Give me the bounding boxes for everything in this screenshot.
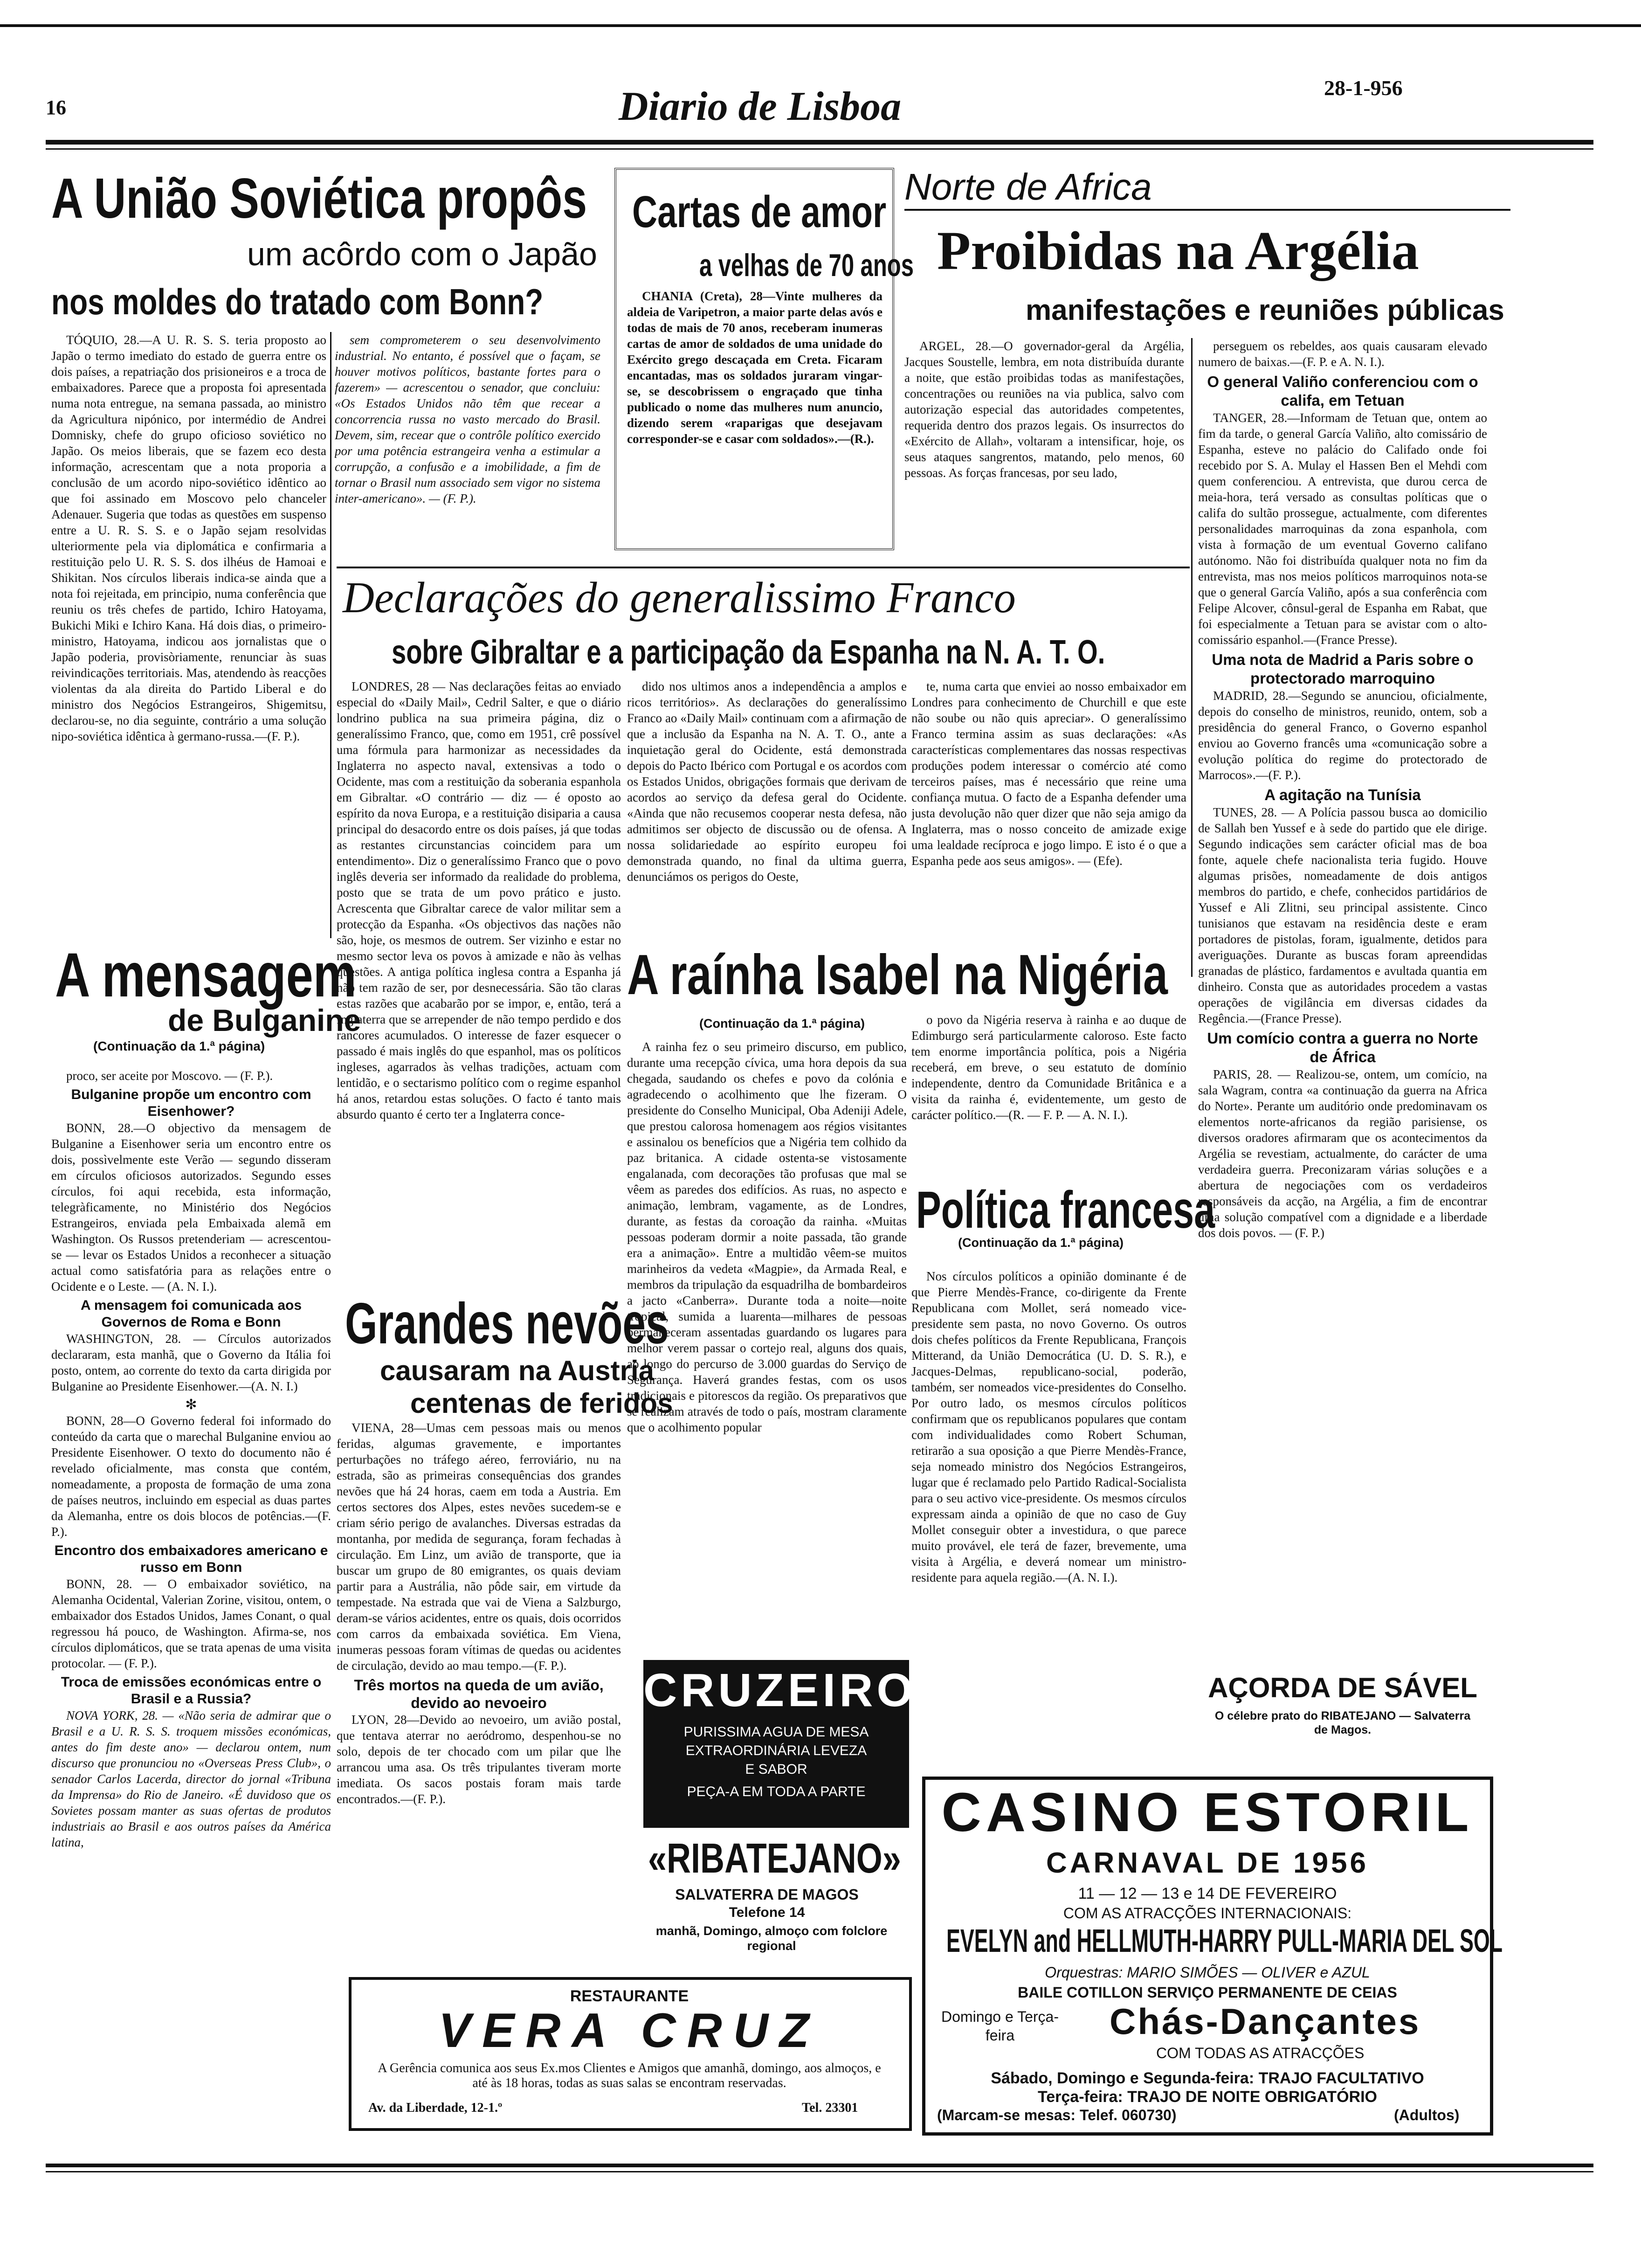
casino-dress-2: Terça-feira: TRAJO DE NOITE OBRIGATÓRIO [1038, 2088, 1377, 2106]
bulganine-continuation: (Continuação da 1.ª página) [93, 1039, 265, 1053]
bulganine-headline: A mensagem [55, 940, 357, 1010]
casino-orchestras: Orquestras: MARIO SIMÕES — OLIVER e AZUL [1045, 1964, 1370, 1981]
separator-star: ✻ [185, 1397, 197, 1412]
isabel-continuation: (Continuação da 1.ª página) [699, 1016, 865, 1030]
bulganine-subheadline: de Bulganine [168, 1003, 361, 1037]
vera-cruz-address: Av. da Liberdade, 12-1.º [368, 2101, 503, 2115]
isabel-headline: A raínha Isabel na Nigéria [627, 943, 1168, 1006]
nevoes-sub: Três mortos na queda de um avião, devido ao nevoeiro [354, 1677, 604, 1711]
cruzeiro-ad [643, 1660, 917, 1828]
cruzeiro-brand: CRUZEIRO [643, 1664, 917, 1716]
savel-title: AÇORDA DE SÁVEL [1208, 1672, 1477, 1703]
cartas-body: CHANIA (Creta), 28—Vinte mulheres da aldeia de Varipetron, a maior parte delas avós e todas de mais de 70 anos, receberam inumeras cartas de amor de soldados de uma unidade do Exército grego descaçada em Creta. Ficaram encantadas, mas os soldados juraram vingar-se, se descobrissem o engraçado que tinha publicado o nome das mulheres num anuncio, dizendo serem «raparigas que desejavam corresponder-se e casar com soldados».—(R.). [627, 289, 883, 446]
vera-cruz-text: A Gerência comunica aos seus Ex.mos Clientes e Amigos que amanhã, domingo, aos almoços, e até às 18 horas, todas as suas salas se encontram reservadas. [378, 2061, 881, 2090]
uniao-subheadline: um acôrdo com o Japão [247, 236, 597, 272]
norte-kicker: Norte de Africa [904, 166, 1152, 207]
cruzeiro-line-2: EXTRAORDINÁRIA LEVEZA [685, 1743, 867, 1758]
top-rule [0, 24, 1641, 27]
column-rule [1191, 338, 1193, 977]
franco-top-rule [337, 567, 1190, 568]
isabel-column-2: o povo da Nigéria reserva à rainha e ao duque de Edimburgo será particularmente caloroso. Este facto tem enorme importância política, pois a Nigéria receberá, em breve, o seu estatuto de domínio independente, dentro da Comunidade Britânica e a visita da rainha é, evidentemente, um gesto de carácter político.—(R. — F. P. — A. N. I.). [911, 1013, 1186, 1122]
norte-kicker-rule [904, 209, 1510, 211]
norte-sub-4: Um comício contra a guerra no Norte de África [1207, 1030, 1478, 1065]
casino-dress-1: Sábado, Domingo e Segunda-feira: TRAJO FACULTATIVO [991, 2069, 1424, 2087]
ribatejano-place: SALVATERRA DE MAGOS [675, 1886, 859, 1903]
franco-headline: Declarações do generalissimo Franco [343, 574, 1016, 622]
politica-continuation: (Continuação da 1.ª página) [958, 1236, 1124, 1250]
uniao-column-1: TÓQUIO, 28.—A U. R. S. S. teria proposto ao Japão o termo imediato do estado de guerra entre os dois países, a repatriação dos prisioneiros e a troca de embaixadores. Parece que a proposta foi apresentada numa nota entregue, na semana passada, ao ministro da Agricultura nipónico, por intermédio de Andrei Domnisky, chefe do grupo oficioso soviético no Japão. Os meios liberais, que se fazem eco desta informação, acrescentam que a nota proporia a conclusão de um acordo nipo-soviético idêntico ao que foi assinado em Moscovo pelo chanceler Adenauer. Sugeria que todas as questões em suspenso entre a U. R. S. S. e o Japão sejam resolvidas ulteriormente pela via diplomática e confirmaria a restituição pelo U. R. S. S. dos ilhéus de Hamoai e Shikitan. Nos círculos liberais indica-se ainda que a nota foi rejeitada, em principio, numa conferência que reuniu os três chefes de partido, Ichiro Hatoyama, Bukichi Miki e Ichiro Kana. Há dois dias, o primeiro-ministro, Hatoyama, indicou aos jornalistas que o Japão poderia, provisòriamente, renunciar às suas reivindicações territoriais. Mas, atendendo às reacções violentas da ala direita do Partido Liberal e do ministro dos Negócios Estrangeiros, Shigemitsu, declarou-se, no dia seguinte, contrário a uma solução nipo-soviética idêntica à germano-russa.—(F. P.). [51, 333, 326, 743]
cartas-headline: Cartas de amor [632, 187, 887, 237]
nevoes-subheadline-2: centenas de feridos [410, 1388, 673, 1419]
issue-date: 28-1-956 [1324, 76, 1403, 100]
casino-attractions: COM AS ATRACÇÕES INTERNACIONAIS: [1063, 1905, 1352, 1922]
column-rule [330, 332, 331, 938]
ribatejano-line: manhã, Domingo, almoço com folclore regional [655, 1924, 888, 1953]
norte-column-2: perseguem os rebeldes, aos quais causaram elevado numero de baixas.—(F. P. e A. N. I.). O general Valiño conferenciou com o califa, em Tetuan TANGER, 28.—Informam de Tetuan que, ontem ao fim da tarde, o general García Valiño, alto comissário de Espanha, esteve no palácio do Califado onde foi recebido por S. A. Mulay el Hassen Ben el Mehdi com quem conferenciou. A entrevista, que durou cerca de meia-hora, terá versado as consultas políticas que o califa do sultão prossegue, actualmente, com diferentes personalidades marroquinas da zona espanhola, com vista à formação de um eventual Governo califano autónomo. Não foi distribuída qualquer nota no fim da entrevista, mas nos meios políticos marroquinos nota-se que o general García Valiño, após a sua conferência com Felipe Alcover, cônsul-geral de Espanha em Rabat, que foi especialmente a Tetuan para se avistar com o alto-comissário espanhol.—(France Presse). Uma nota de Madrid a Paris sobre o protectorado marroquino MADRID, 28.—Segundo se anunciou, oficialmente, depois do conselho de ministros, reunido, ontem, sob a presidência do general Franco, o Governo espanhol enviou ao Governo francês uma «comunicação sobre a evolução política do regime do protectorado de Marrocos».—(F. P.). A agitação na Tunísia TUNES, 28. — A Polícia passou busca ao domicilio de Sallah ben Yussef e à sede do partido que ele dirige. Segundo indicações sem carácter oficial mas de boa fonte, aquele chefe nacionalista teria fugido. Houve algumas prisões, nomeadamente de dois antigos membros do partido, e chefe, conhecidos partidários de Yussef e Ali Zlitni, seu principal assistente. Cinco tunisianos que estavam na residência deste e eram portadores de pistolas, foram, igualmente, detidos para averiguações. Durante as buscas foram apreendidas granadas de plástico, fardamentos e avultada quantia em dinheiro. Consta que as autoridades procedem a vastas operações de vigilância em diversas cidades da Regência.—(France Presse). Um comício contra a guerra no Norte de África PARIS, 28. — Realizou-se, ontem, um comício, na sala Wagram, contra «a continuação da guerra na Africa do Norte». Perante um auditório onde predominavam os elementos norte-africanos da região parisiense, os diversos oradores afirmaram que os acontecimentos da Argélia se revestiam, actualmente, do carácter de uma verdadeira guerra. Preconizaram várias soluções e a abertura de negociações com os verdadeiros responsáveis da acção, na Argélia, a fim de encontrar uma solução compatível com a dignidade e a liberdade dos dois povos. — (F. P.) [1198, 339, 1487, 1240]
newspaper-title: Diario de Lisboa [618, 84, 902, 129]
norte-sub-1: O general Valiño conferenciou com o califa, em Tetuan [1207, 373, 1478, 409]
bulganine-sub-1: Bulganine propõe um encontro com Eisenhower? [71, 1087, 311, 1119]
nevoes-subheadline: causaram na Austria [380, 1355, 655, 1386]
norte-sub-3: A agitação na Tunísia [1264, 786, 1421, 803]
nevoes-headline: Grandes nevões [345, 1292, 669, 1356]
nevoes-body: VIENA, 28—Umas cem pessoas mais ou menos feridas, algumas gravemente, e importantes perturbações no tráfego aéreo, ferroviário, nu na estrada, são as primeiras consequências dos grandes nevões que há 24 horas, caem em toda a Austria. Em certos sectores dos Alpes, estes nevões sucedem-se e criam sério perigo de avalanches. Diversas estradas da montanha, por medida de segurança, foram fechadas à circulação. Em Linz, um avião de transporte, que ia buscar um grupo de 80 emigrantes, os quais deviam partir para a Austrália, não pôde sair, em virtude da tempestade. Na estrada que vai de Viena a Salzburgo, deram-se vários acidentes, entre os quais, dois ocorridos com carros da embaixada soviética. Em Viena, inumeras pessoas foram vítimas de quedas ou acidentes de circulação, devido ao mau tempo.—(F. P.). Três mortos na queda de um avião, devido ao nevoeiro LYON, 28—Devido ao nevoeiro, um avião postal, que tentava aterrar no aeródromo, despenhou-se no solo, depois de ter chocado com um pilar que lhe arrancou uma asa. Os três tripulantes tiveram morte imediata. Os sacos postais foram mais tarde encontrados.—(F. P.). [337, 1421, 621, 1806]
savel-text: O célebre prato do RIBATEJANO — Salvaterra de Magos. [1214, 1709, 1471, 1736]
vera-cruz-name: VERA CRUZ [438, 2004, 820, 2058]
politica-headline: Política francesa [916, 1181, 1215, 1239]
casino-subtitle: CARNAVAL DE 1956 [1046, 1847, 1369, 1879]
isabel-column-1: A rainha fez o seu primeiro discurso, em publico, durante uma recepção cívica, uma hora depois da sua chegada, saudando os chefes e povo da colónia e agradecendo o acolhimento que lhe fizeram. O presidente do Conselho Municipal, Oba Adeniji Adele, que prestou calorosa homenagem aos régios visitantes e assinalou os benefícios que a Nigéria tem colhido da paz britanica. A cidade ostenta-se vistosamente engalanada, com decorações tão profusas que mal se vêem as paredes dos edifícios. As ruas, no aspecto e animação, lembram, vagamente, as de Londres, durante, as festas da coroação da rainha. «Muitas pessoas poderam dormir a noite passada, tão grande era a animação». Entre a multidão vêem-se muitos marinheiros da vedeta «Magpie», da Armada Real, e membros da tripulação da esquadrilha de bombardeiros a jacto «Canberra». Durante toda a noite—noite tropical, sumida a luarenta—milhares de pessoas permaneceram assentadas guardando os lugares para melhor verem passar o cortejo real, alguns dos quais, ao longo do percurso de 3.000 guardas do Serviço de Segurança. Haverá grandes festas, com os usos tradicionais e pitorescos da região. Os preparativos que se realizam através de todo o país, mostram claramente que o acolhimento popular [627, 1040, 907, 1434]
ribatejano-phone: Telefone 14 [729, 1905, 805, 1920]
franco-column-3: te, numa carta que enviei ao nosso embaixador em Londres para conhecimento de Churchill e que este não soube ou não quis apreciar». O generalíssimo Franco termina assim as suas declarações: «As características complementares das nossas respectivas produções podem interessar o comércio até como terceiros países, mas é necessário que reine uma confiança mutua. O facto de a Espanha defender uma justa devolução não quer dizer que não seja amigo da Inglaterra, mas o nosso conceito de amizade exige uma lealdade recíproca e jogo limpo. E isto é o que a Espanha pede aos seus amigos». — (Efe). [911, 679, 1186, 868]
uniao-subheadline-2: nos moldes do tratado com Bonn? [51, 281, 544, 322]
norte-subheadline: manifestações e reuniões públicas [1026, 294, 1504, 326]
bottom-rule-thin [46, 2171, 1593, 2172]
bulganine-body: proco, ser aceite por Moscovo. — (F. P.). Bulganine propõe um encontro com Eisenhower? BONN, 28.—O objectivo da mensagem de Bulganine a Eisenhower seria um encontro entre os dois, possìvelmente este Verão — segundo disseram em círculos oficiosos autorizados. Segundo esses círculos, foi aqui recebida, esta informação, telegràficamente, no Ministério dos Negócios Estrangeiros, enviada pela Embaixada alemã em Washington. Os Russos pretenderiam — acrescentou-se — levar os Estados Unidos a reconhecer a situação actual como satisfatória para as relações entre o Ocidente e o Leste. — (A. N. I.). A mensagem foi comunicada aos Governos de Roma e Bonn WASHINGTON, 28. — Círculos autorizados declararam, esta manhã, que o Governo da Itália foi posto, ontem, ao corrente do texto da carta dirigida por Bulganine ao Presidente Eisenhower.—(A. N. I.) ✻ BONN, 28—O Governo federal foi informado do conteúdo da carta que o marechal Bulganine enviou ao Presidente Eisenhower. O texto do documento não é revelado oficialmente, mas consta que contém, nomeadamente, a proposta de formação de uma zona de países neutros, incluindo em especial as duas partes da Alemanha, entre os dois blocos de potências.—(F. P.). Encontro dos embaixadores americano e russo em Bonn BONN, 28. — O embaixador soviético, na Alemanha Ocidental, Valerian Zorine, visitou, ontem, o embaixador dos Estados Unidos, James Conant, o qual regressou há pouco, de Washington. Afirma-se, nos círculos diplomáticos, que se trata apenas de uma visita protocolar. — (F. P.). Troca de emissões económicas entre o Brasil e a Russia? NOVA YORK, 28. — «Não seria de admirar que o Brasil e a U. R. S. S. troquem missões económicas, antes do fim deste ano» — declarou ontem, num discurso que pronunciou no «Overseas Press Club», o senador Carlos Lacerda, director do jornal «Tribuna da Imprensa» do Rio de Janeiro. «É duvidoso que os Sovietes possam manter as suas ofertas de produtos industriais ao Brasil e aos outros países da América latina, [51, 1069, 331, 1849]
masthead-rule-thin [46, 148, 1593, 150]
casino-dress-3: (Marcam-se mesas: Telef. 060730) [937, 2107, 1177, 2123]
franco-column-1: LONDRES, 28 — Nas declarações feitas ao enviado especial do «Daily Mail», Cedril Salter, e que o diário londrino publica na sua primeira página, diz o generalíssimo Franco, que, como em 1951, crê possível uma fórmula para harmonizar as necessidades da Inglaterra no aspecto naval, extensivas a todo o Ocidente, mas com a restituição da soberania espanhola em Gibraltar. «O contrário — diz — é oposto ao espírito da nova Europa, e a restituição disiparia a causa principal do desacordo entre os dois países, já que todas as restantes circunstancias coincidem para um entendimento». Diz o generalíssimo Franco que o povo inglês deveria ser informado da realidade do problema, posto que se trata de um povo prático e justo. Acrescenta que Gibraltar carece de valor militar sem a protecção da Espanha. «Os objectivos das nações não são, hoje, os mesmos de outrem. Ser vizinho e estar no mesmo sector leva os povos à amizade e não às velhas questões. A antiga política inglesa contra a Espanha já não tem razão de ser, por desnecessária. São tão claras estas razões que acabarão por se impor, e, então, terá a Inglaterra que se arrepender de não tempo perdido e dos rancores acumulados. O interesse de fazer esquecer o passado é mais inglês do que espanhol, mas os políticos ingleses, agarrados às velhas tradições, actuam com lentidão, e o sectarismo político com o regime espanhol há anos, retardou estas soluções. O facto é tanto mais absurdo quanto é certo ter a Inglaterra conce- [337, 679, 621, 1121]
bottom-rule [46, 2164, 1593, 2167]
casino-cotillon: BAILE COTILLON SERVIÇO PERMANENTE DE CEIAS [1018, 1984, 1397, 2001]
ribatejano-brand: «RIBATEJANO» [648, 1835, 901, 1882]
vera-cruz-label: RESTAURANTE [570, 1987, 689, 2005]
politica-body: Nos círculos políticos a opinião dominante é de que Pierre Mendès-France, co-dirigente da Frente Republicana com Mollet, será nomeado vice-presidente sem pasta, no novo Governo. Os outros dois chefes políticos da Frente Republicana, François Mitterand, da União Democrática (U. D. S. R.), e Jacques-Delmas, republicano-social, poderão, também, ser nomeados vice-presidentes do Conselho. Por outro lado, os mesmos círculos políticos confirmam que os republicanos populares que contam com individualidades como Robert Schuman, retirarão a sua oposição a que Pierre Mendès-France, seja nomeado ministro dos Negócios Estrangeiros, lugar que é reclamado pelo Partido Radical-Socialista para o seu activo vice-presidente. Os mesmos círculos expressam ainda a opinião de que no caso de Guy Mollet conseguir obter a investidura, o que parece muito provável, ele terá de fazer, brevemente, uma visita à Argélia, e deverá nomear um ministro-residente para aquela região.—(A. N. I.). [911, 1269, 1186, 1584]
franco-subheadline: sobre Gibraltar e a participação da Espanha na N. A. T. O. [392, 634, 1105, 671]
franco-column-2: dido nos ultimos anos a independência a amplos e ricos territórios». As declarações do generalíssimo Franco ao «Daily Mail» continuam com a afirmação de que a inclusão da Espanha na N. A. T. O., ante a inquietação geral do Ocidente, está demonstrada depois do Pacto Ibérico com Portugal e os acordos com os Estados Unidos, obrigações formais que derivam de acordos ao serviço da defesa geral do Ocidente. «Ainda que não recusemos cooperar nesta defesa, não admitimos ser objecto de discussão ou de ofensa. A nossa solidariedade ao espírito europeu foi demonstrada quando, no final da ultima guerra, denunciámos os perigos do Oeste, [627, 679, 907, 884]
norte-headline: Proibidas na Argélia [937, 220, 1419, 281]
bulganine-sub-3: Encontro dos embaixadores americano e russo em Bonn [54, 1543, 328, 1575]
casino-chas: Chás-Dançantes [1110, 2001, 1421, 2042]
bulganine-sub-2: A mensagem foi comunicada aos Governos de Roma e Bonn [80, 1298, 302, 1330]
casino-title: CASINO ESTORIL [941, 1782, 1474, 1843]
casino-adults: (Adultos) [1394, 2107, 1460, 2123]
norte-column-1: ARGEL, 28.—O governador-geral da Argélia, Jacques Soustelle, lembra, em nota distribuída durante a noite, que estão proibidas todas as manifestações, concentrações ou reuniões na via publica, salvo com autorização especial das autoridades competentes, requerida dentro dos prazos legais. Os insurrectos do «Exército de Allah», voltaram a intensificar, hoje, os seus ataques sangrentos, matando, pelo menos, 60 pessoas. As forças francesas, por seu lado, [904, 339, 1184, 480]
bulganine-sub-4: Troca de emissões económicas entre o Brasil e a Russia? [61, 1674, 322, 1707]
cruzeiro-line-4: PEÇA-A EM TODA A PARTE [687, 1784, 866, 1799]
casino-dates: 11 — 12 — 13 e 14 DE FEVEREIRO [1078, 1885, 1337, 1902]
casino-days: Domingo e Terça-feira [941, 2008, 1059, 2044]
uniao-column-2: sem comprometerem o seu desenvolvimento industrial. No entanto, é possível que o façam, se houver motivos políticos, bastante fortes para o fazerem» — acrescentou o senador, que concluiu: «Os Estados Unidos não têm que recear a concorrencia russa no vasto mercado do Brasil. Devem, sim, recear que o contrôle político exercido por uma potência estrangeira venha a estimular a corrupção, a confusão e a imobilidade, a fim de tornar o Brasil num associado sem vigor no sistema inter-americano». — (F. P.). [335, 333, 600, 505]
uniao-headline: A União Soviética propôs [51, 166, 587, 230]
masthead-rule [46, 140, 1593, 145]
casino-chas-sub: COM TODAS AS ATRACÇÕES [1156, 2045, 1365, 2061]
casino-stars: EVELYN and HELLMUTH-HARRY PULL-MARIA DEL SOL [946, 1922, 1503, 1959]
vera-cruz-phone: Tel. 23301 [802, 2101, 858, 2115]
cartas-subheadline: a velhas de 70 anos [699, 248, 914, 283]
cruzeiro-line-3: E SABOR [745, 1762, 807, 1777]
cruzeiro-line-1: PURISSIMA AGUA DE MESA [683, 1724, 869, 1740]
norte-sub-2: Uma nota de Madrid a Paris sobre o protectorado marroquino [1212, 651, 1474, 687]
page-number: 16 [46, 96, 66, 119]
